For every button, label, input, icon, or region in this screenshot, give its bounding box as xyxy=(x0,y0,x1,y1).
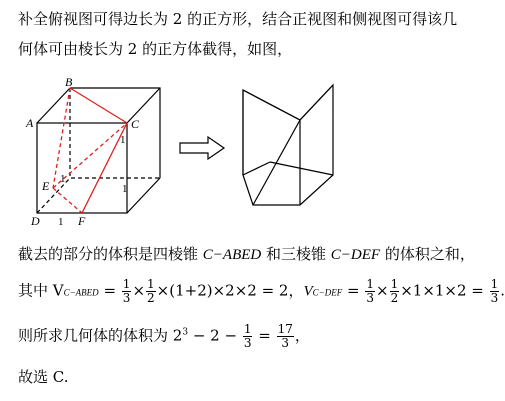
cube-figure xyxy=(25,75,200,228)
text-line-1: 补全俯视图可得边长为 2 的正方形，结合正视图和侧视图可得该几 xyxy=(18,10,458,28)
cut-solid-figure xyxy=(225,80,355,215)
label-one-2: 1 xyxy=(122,183,128,195)
text-line-6: 故选 C. xyxy=(18,368,69,386)
label-B: B xyxy=(65,75,73,89)
text-line-2: 何体可由棱长为 2 的正方体截得，如图， xyxy=(18,40,293,58)
text-line-3: 截去的部分的体积是四棱锥 C−ABED 和三棱锥 C−DEF 的体积之和， xyxy=(18,245,475,263)
text-line-4: 其中 VC−ABED = $\frac{1}{3}$ × $\frac{1}{2}$ ×(1+2)×2×2 = 2，VC−DEF = $\frac{1}{3}$ × $\frac{1}{2}$ ×1×1×2 = $\frac{1}{3}$ . xyxy=(18,277,505,305)
label-A: A xyxy=(26,116,34,130)
text-line-5: 则所求几何体的体积为 $2^3 - 2$ − $\frac{1}{3}$ = $\frac{17}{3}$ ， xyxy=(18,322,310,350)
label-E: E xyxy=(42,179,50,193)
label-D: D xyxy=(31,214,40,228)
label-one-3: 1 xyxy=(60,173,66,185)
label-F: F xyxy=(78,214,86,228)
arrow-icon xyxy=(178,135,226,161)
label-C: C xyxy=(131,117,140,131)
label-one-1: 1 xyxy=(120,134,126,146)
label-one-4: 1 xyxy=(58,216,64,228)
